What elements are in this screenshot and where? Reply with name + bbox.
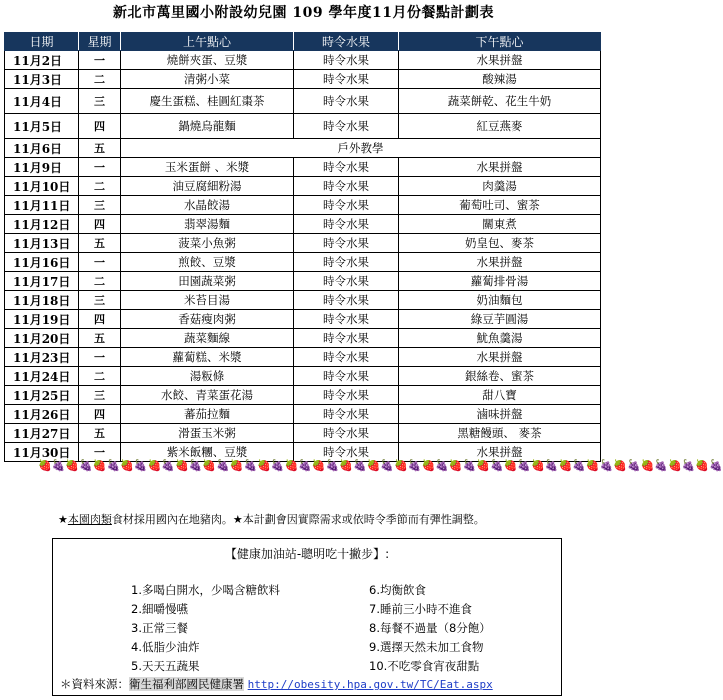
cell-date: 11月16日 — [5, 253, 79, 272]
table-row — [5, 310, 601, 329]
table-body — [5, 51, 601, 462]
cell-dow: 二 — [79, 70, 121, 89]
cell-am-snack: 水晶餃湯 — [121, 196, 294, 215]
cell-date: 11月18日 — [5, 291, 79, 310]
cell-am-snack: 慶生蛋糕、桂圓紅棗茶 — [121, 89, 294, 114]
cell-dow: 五 — [79, 139, 121, 158]
table-row — [5, 272, 601, 291]
page-title: 新北市萬里國小附設幼兒園 109 學年度11月份餐點計劃表 — [113, 5, 494, 21]
cell-dow: 四 — [79, 114, 121, 139]
cell-am-snack: 煎餃、豆漿 — [121, 253, 294, 272]
footnote — [58, 511, 598, 527]
cell-dow: 三 — [79, 291, 121, 310]
cell-dow: 五 — [79, 234, 121, 253]
cell-pm-snack: 水果拼盤 — [399, 348, 601, 367]
source-org: 衛生福利部國民健康署 — [129, 677, 244, 691]
cell-dow: 三 — [79, 196, 121, 215]
health-tips-right — [369, 581, 491, 676]
cell-dow: 一 — [79, 253, 121, 272]
table-row — [5, 139, 601, 158]
cell-dow: 一 — [79, 348, 121, 367]
cell-fruit: 時令水果 — [294, 386, 399, 405]
table-row — [5, 114, 601, 139]
cell-date: 11月17日 — [5, 272, 79, 291]
strawberry-grape-border: 🍓🍇🍓🍇🍓🍇🍓🍇🍓🍇🍓🍇🍓🍇🍓🍇🍓🍇🍓🍇🍓🍇🍓🍇🍓🍇🍓🍇🍓🍇🍓🍇🍓🍇🍓🍇🍓🍇🍓🍇🍓🍇🍓🍇🍓🍇🍓🍇🍓🍇 — [38, 459, 723, 472]
cell-pm-snack: 奶油麵包 — [399, 291, 601, 310]
cell-date: 11月5日 — [5, 114, 79, 139]
cell-fruit: 時令水果 — [294, 443, 399, 462]
source-line — [60, 676, 493, 692]
cell-date: 11月9日 — [5, 158, 79, 177]
tip-item: 9.選擇天然未加工食物 — [369, 640, 484, 654]
cell-dow: 五 — [79, 329, 121, 348]
cell-fruit: 時令水果 — [294, 196, 399, 215]
cell-fruit: 時令水果 — [294, 114, 399, 139]
footnote-text: 食材採用國內在地豬肉。★本計劃會因實際需求或依時令季節而有彈性調整。 — [111, 513, 485, 526]
cell-fruit: 時令水果 — [294, 253, 399, 272]
cell-dow: 四 — [79, 310, 121, 329]
cell-pm-snack: 蔬菜餅乾、花生牛奶 — [399, 89, 601, 114]
cell-date: 11月27日 — [5, 424, 79, 443]
tip-item: 2.細嚼慢嚥 — [131, 602, 188, 616]
star-icon: ★ — [58, 513, 68, 526]
footnote-underlined: 本園肉類 — [67, 513, 112, 526]
cell-am-snack: 玉米蛋餅 、米漿 — [121, 158, 294, 177]
cell-am-snack: 燒餅夾蛋、豆漿 — [121, 51, 294, 70]
table-row — [5, 196, 601, 215]
table-row — [5, 424, 601, 443]
cell-fruit: 時令水果 — [294, 89, 399, 114]
cell-pm-snack: 奶皇包、麥茶 — [399, 234, 601, 253]
cell-dow: 三 — [79, 89, 121, 114]
cell-pm-snack: 水果拼盤 — [399, 443, 601, 462]
header-dow: 星期 — [79, 33, 121, 51]
cell-am-snack: 湯粄條 — [121, 367, 294, 386]
cell-date: 11月19日 — [5, 310, 79, 329]
table-row — [5, 51, 601, 70]
cell-dow: 二 — [79, 367, 121, 386]
cell-pm-snack: 甜八寶 — [399, 386, 601, 405]
table-row — [5, 329, 601, 348]
cell-pm-snack: 肉羹湯 — [399, 177, 601, 196]
table-row — [5, 215, 601, 234]
cell-fruit: 時令水果 — [294, 272, 399, 291]
cell-fruit: 時令水果 — [294, 177, 399, 196]
cell-fruit: 時令水果 — [294, 329, 399, 348]
cell-dow: 四 — [79, 405, 121, 424]
cell-am-snack: 米苔目湯 — [121, 291, 294, 310]
table-row — [5, 291, 601, 310]
cell-pm-snack: 酸辣湯 — [399, 70, 601, 89]
tip-item: 6.均衡飲食 — [369, 583, 426, 597]
tip-item: 10.不吃零食宵夜甜點 — [369, 659, 480, 673]
cell-dow: 二 — [79, 272, 121, 291]
cell-outing: 戶外教學 — [121, 139, 601, 158]
cell-pm-snack: 水果拼盤 — [399, 253, 601, 272]
health-tips-title: 【健康加油站-聰明吃十撇步】: — [224, 547, 390, 561]
cell-am-snack: 蕃茄拉麵 — [121, 405, 294, 424]
cell-pm-snack: 滷味拼盤 — [399, 405, 601, 424]
source-link[interactable]: http://obesity.hpa.gov.tw/TC/Eat.aspx — [247, 678, 493, 691]
cell-am-snack: 菠菜小魚粥 — [121, 234, 294, 253]
cell-date: 11月10日 — [5, 177, 79, 196]
table-row — [5, 70, 601, 89]
cell-pm-snack: 銀絲卷、蜜茶 — [399, 367, 601, 386]
cell-dow: 五 — [79, 424, 121, 443]
table-row — [5, 89, 601, 114]
header-am-snack: 上午點心 — [121, 33, 294, 51]
cell-date: 11月24日 — [5, 367, 79, 386]
table-row — [5, 386, 601, 405]
cell-fruit: 時令水果 — [294, 310, 399, 329]
cell-fruit: 時令水果 — [294, 234, 399, 253]
health-tips-left — [131, 581, 280, 676]
health-tips-box — [52, 538, 562, 696]
header-date: 日期 — [5, 33, 79, 51]
table-row — [5, 367, 601, 386]
tip-item: 5.天天五蔬果 — [131, 659, 200, 673]
cell-fruit: 時令水果 — [294, 158, 399, 177]
tip-item: 7.睡前三小時不進食 — [369, 602, 472, 616]
cell-date: 11月25日 — [5, 386, 79, 405]
cell-fruit: 時令水果 — [294, 348, 399, 367]
cell-date: 11月20日 — [5, 329, 79, 348]
table-row — [5, 253, 601, 272]
cell-date: 11月4日 — [5, 89, 79, 114]
table-row — [5, 158, 601, 177]
cell-fruit: 時令水果 — [294, 215, 399, 234]
cell-am-snack: 滑蛋玉米粥 — [121, 424, 294, 443]
header-fruit: 時令水果 — [294, 33, 399, 51]
source-label: ＊資料來源： — [60, 677, 129, 691]
tip-item: 3.正常三餐 — [131, 621, 188, 635]
cell-am-snack: 水餃、青菜蛋花湯 — [121, 386, 294, 405]
cell-dow: 二 — [79, 177, 121, 196]
cell-pm-snack: 綠豆芋圓湯 — [399, 310, 601, 329]
cell-am-snack: 紫米飯糰、豆漿 — [121, 443, 294, 462]
cell-dow: 一 — [79, 51, 121, 70]
tip-item: 8.每餐不過量（8分飽） — [369, 621, 491, 635]
cell-pm-snack: 蘿蔔排骨湯 — [399, 272, 601, 291]
header-pm-snack: 下午點心 — [399, 33, 601, 51]
cell-date: 11月11日 — [5, 196, 79, 215]
cell-pm-snack: 關東煮 — [399, 215, 601, 234]
cell-date: 11月6日 — [5, 139, 79, 158]
meal-plan-table — [4, 32, 601, 462]
cell-pm-snack: 水果拼盤 — [399, 158, 601, 177]
cell-am-snack: 香菇瘦肉粥 — [121, 310, 294, 329]
cell-am-snack: 田園蔬菜粥 — [121, 272, 294, 291]
cell-date: 11月3日 — [5, 70, 79, 89]
cell-fruit: 時令水果 — [294, 51, 399, 70]
cell-pm-snack: 黑糖饅頭、 麥茶 — [399, 424, 601, 443]
cell-date: 11月30日 — [5, 443, 79, 462]
cell-am-snack: 蘿蔔糕、米漿 — [121, 348, 294, 367]
cell-dow: 一 — [79, 443, 121, 462]
cell-dow: 一 — [79, 158, 121, 177]
cell-pm-snack: 水果拼盤 — [399, 51, 601, 70]
cell-fruit: 時令水果 — [294, 367, 399, 386]
table-header-row — [5, 33, 601, 51]
cell-pm-snack: 魷魚羹湯 — [399, 329, 601, 348]
cell-fruit: 時令水果 — [294, 405, 399, 424]
cell-date: 11月12日 — [5, 215, 79, 234]
table-row — [5, 348, 601, 367]
cell-am-snack: 油豆腐細粉湯 — [121, 177, 294, 196]
cell-dow: 三 — [79, 386, 121, 405]
tip-item: 1.多喝白開水，少喝含糖飲料 — [131, 583, 280, 597]
cell-date: 11月26日 — [5, 405, 79, 424]
cell-date: 11月23日 — [5, 348, 79, 367]
cell-fruit: 時令水果 — [294, 424, 399, 443]
cell-fruit: 時令水果 — [294, 70, 399, 89]
cell-am-snack: 蔬菜麵線 — [121, 329, 294, 348]
cell-am-snack: 清粥小菜 — [121, 70, 294, 89]
table-row — [5, 177, 601, 196]
cell-pm-snack: 紅豆燕麥 — [399, 114, 601, 139]
table-row — [5, 405, 601, 424]
cell-pm-snack: 葡萄吐司、蜜茶 — [399, 196, 601, 215]
cell-fruit: 時令水果 — [294, 291, 399, 310]
cell-am-snack: 翡翠湯麵 — [121, 215, 294, 234]
table-row — [5, 234, 601, 253]
cell-dow: 四 — [79, 215, 121, 234]
tip-item: 4.低脂少油炸 — [131, 640, 200, 654]
cell-date: 11月13日 — [5, 234, 79, 253]
cell-date: 11月2日 — [5, 51, 79, 70]
cell-am-snack: 鍋燒烏龍麵 — [121, 114, 294, 139]
